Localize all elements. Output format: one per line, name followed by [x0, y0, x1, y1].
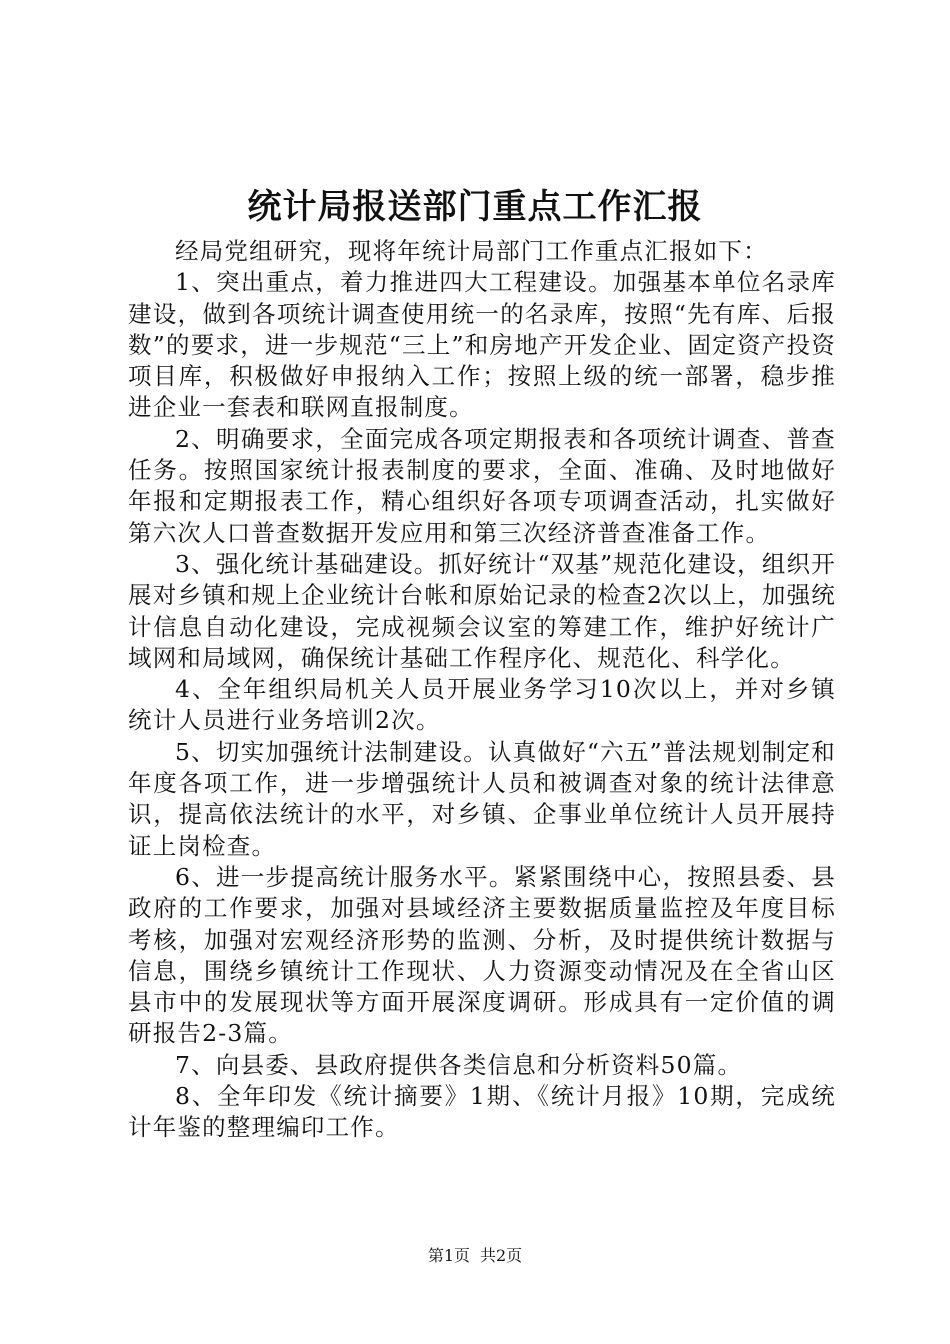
paragraph-item-6: 6、进一步提高统计服务水平。紧紧围绕中心，按照县委、县政府的工作要求，加强对县域经济主要数据质量监控及年度目标考核，加强对宏观经济形势的监测、分析，及时提供统计数据与信息，围绕乡镇统计工作现状、人力资源变动情况及在全省山区县市中的发展现状等方面开展深度调研。形成具有一定价值的调研报告2-3篇。: [128, 862, 836, 1048]
paragraph-item-1: 1、突出重点，着力推进四大工程建设。加强基本单位名录库建设，做到各项统计调查使用统一的名录库，按照“先有库、后报数”的要求，进一步规范“三上”和房地产开发企业、固定资产投资项目库，积极做好申报纳入工作；按照上级的统一部署，稳步推进企业一套表和联网直报制度。: [128, 268, 836, 422]
document-title: 统计局报送部门重点工作汇报: [247, 187, 703, 227]
page-number-total: 共2页: [480, 1246, 523, 1265]
page-number-current: 第1页: [427, 1246, 470, 1265]
intro-paragraph: 经局党组研究，现将年统计局部门工作重点汇报如下：: [175, 237, 768, 265]
paragraph-item-2: 2、明确要求，全面完成各项定期报表和各项统计调查、普查任务。按照国家统计报表制度的要求，全面、准确、及时地做好年报和定期报表工作，精心组织好各项专项调查活动，扎实做好第六次人口普查数据开发应用和第三次经济普查准备工作。: [128, 424, 836, 547]
page-footer: [0, 1244, 950, 1268]
paragraph-item-8: 8、全年印发《统计摘要》1期、《统计月报》10期，完成统计年鉴的整理编印工作。: [128, 1082, 836, 1142]
paragraph-item-5: 5、切实加强统计法制建设。认真做好“六五”普法规划制定和年度各项工作，进一步增强统计人员和被调查对象的统计法律意识，提高依法统计的水平，对乡镇、企事业单位统计人员开展持证上岗检查。: [128, 737, 836, 860]
paragraph-item-7: 7、向县委、县政府提供各类信息和分析资料50篇。: [175, 1050, 743, 1079]
paragraph-item-3: 3、强化统计基础建设。抓好统计“双基”规范化建设，组织开展对乡镇和规上企业统计台帐和原始记录的检查2次以上，加强统计信息自动化建设，完成视频会议室的筹建工作，维护好统计广域网和局域网，确保统计基础工作程序化、规范化、科学化。: [128, 549, 836, 672]
paragraph-item-4: 4、全年组织局机关人员开展业务学习10次以上，并对乡镇统计人员进行业务培训2次。: [128, 675, 836, 735]
document-body: [128, 236, 836, 1144]
